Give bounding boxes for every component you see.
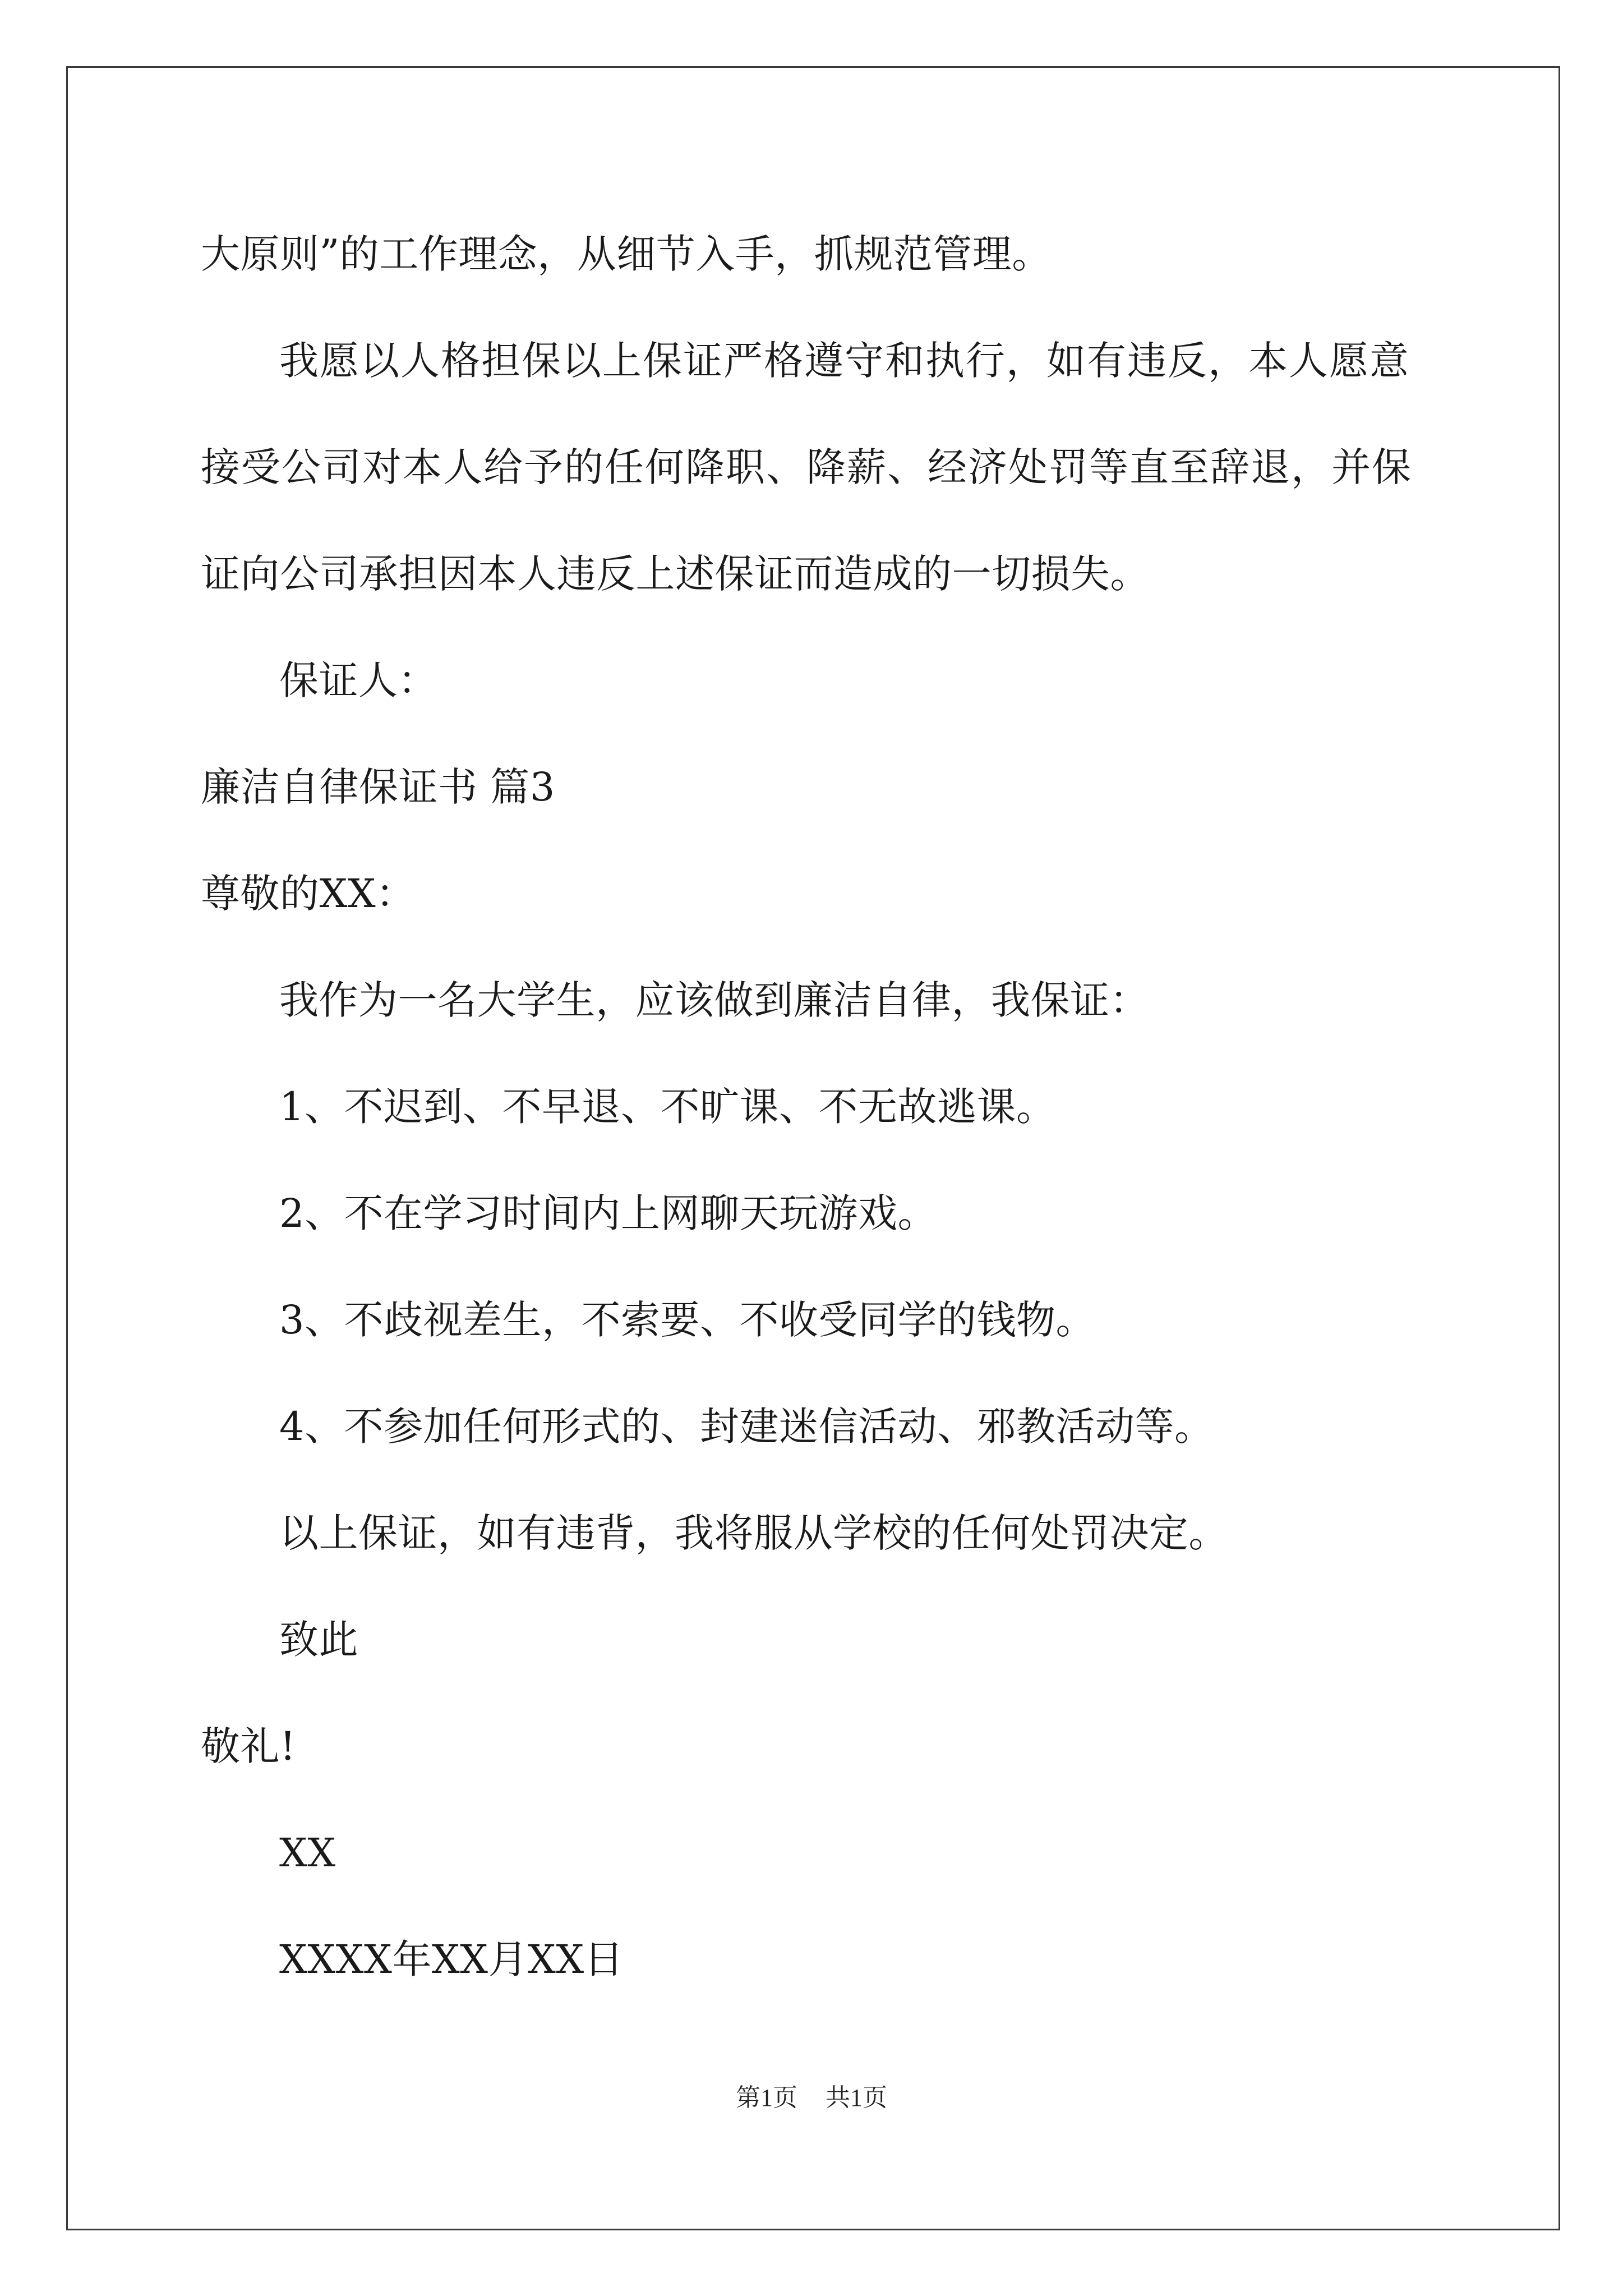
closing-line: 致此 — [279, 1617, 358, 1663]
page-border — [66, 66, 1560, 2230]
page-footer — [0, 2081, 1623, 2115]
signer-label: 保证人： — [279, 657, 437, 703]
signature-date: XXXX年XX月XX日 — [279, 1936, 624, 1982]
text-line-1: 大原则”的工作理念，从细节入手，抓规范管理。 — [201, 231, 1052, 277]
closing-salute: 敬礼! — [201, 1723, 296, 1769]
salutation: 尊敬的XX： — [201, 871, 416, 917]
text-line-2: 我愿以人格担保以上保证严格遵守和执行，如有违反，本人愿意 — [279, 338, 1410, 384]
signature-name: XX — [279, 1830, 336, 1876]
page-total: 共1页 — [826, 2084, 887, 2111]
list-item-3: 3、不歧视差生，不索要、不收受同学的钱物。 — [279, 1297, 1096, 1343]
text-line-intro: 我作为一名大学生，应该做到廉洁自律，我保证： — [279, 977, 1149, 1023]
list-item-2: 2、不在学习时间内上网聊天玩游戏。 — [279, 1190, 938, 1236]
page-number: 第1页 — [736, 2084, 797, 2111]
text-line-pledge: 以上保证，如有违背，我将服从学校的任何处罚决定。 — [279, 1510, 1228, 1556]
list-item-1: 1、不迟到、不早退、不旷课、不无故逃课。 — [279, 1084, 1056, 1130]
text-line-3: 接受公司对本人给予的任何降职、降薪、经济处罚等直至辞退，并保 — [201, 444, 1412, 490]
list-item-4: 4、不参加任何形式的、封建迷信活动、邪教活动等。 — [279, 1404, 1214, 1450]
section-heading: 廉洁自律保证书 篇3 — [201, 764, 555, 810]
text-line-4: 证向公司承担因本人违反上述保证而造成的一切损失。 — [201, 551, 1150, 597]
